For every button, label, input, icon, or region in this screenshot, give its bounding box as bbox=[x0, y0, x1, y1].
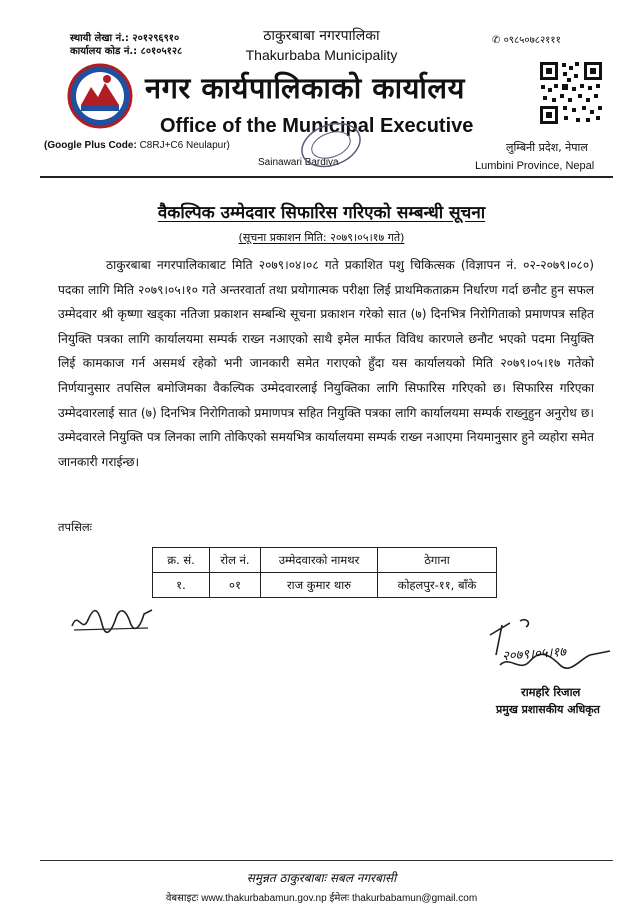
google-plus-code-value: C8RJ+C6 Neulapur) bbox=[139, 140, 230, 151]
phone-icon: ✆ bbox=[492, 35, 501, 46]
phone-number bbox=[492, 32, 561, 46]
stamp-icon bbox=[296, 120, 366, 170]
municipality-name-english: Thakurbaba Municipality bbox=[245, 47, 398, 63]
header-divider bbox=[40, 176, 613, 178]
left-signature bbox=[68, 600, 158, 640]
qr-code-icon bbox=[538, 60, 604, 126]
email-link[interactable]: thakurbabamun@gmail.com bbox=[351, 893, 478, 904]
office-title-english: Office of the Municipal Executive bbox=[160, 115, 474, 137]
cell-name: राज कुमार थारु bbox=[261, 573, 378, 598]
qr-code bbox=[538, 60, 604, 126]
cell-roll: ०१ bbox=[210, 573, 261, 598]
nepal-emblem-icon bbox=[67, 63, 133, 129]
pan-number: स्थायी लेखा नं.: २०१२९६९१० bbox=[70, 33, 180, 44]
notice-publish-date: (सूचना प्रकाशन मिति: २०७९।०५।१७ गते) bbox=[238, 231, 405, 244]
office-title-nepali: नगर कार्यपालिकाको कार्यालय bbox=[145, 71, 465, 105]
table-row bbox=[153, 573, 497, 598]
officer-designation: प्रमुख प्रशासकीय अधिकृत bbox=[496, 703, 600, 716]
phone-value: ०९८५०७८२१११ bbox=[503, 35, 561, 46]
municipality-name-nepali: ठाकुरबाबा नगरपालिका bbox=[263, 28, 380, 44]
province-english: Lumbini Province, Nepal bbox=[475, 160, 595, 172]
cell-address: कोहलपुर-११, बाँके bbox=[378, 573, 497, 598]
website-label: वेबसाइटः bbox=[165, 893, 199, 904]
cell-serial: १. bbox=[153, 573, 210, 598]
notice-body: ठाकुरबाबा नगरपालिकाबाट मिति २०७९।०४।०८ गते प्रकाशित पशु चिकित्सक (विज्ञापन नं. ०२-२०७९।०८०) पदका लागि मिति २०७९।०५।१० गते अन्तरवार्ता तथा प्रयोगात्मक परीक्षा लिई प्राथमिकताक्रम निर्धारण गर्दा छनौट हुन सफल उम्मेदवार श्री कृष्णा खड्का नतिजा प्रकाशन सम्बन्धि सूचना प्रकाशन गरेको सात (७) दिनभित्र निरोगिताको प्रमाणपत्र सहित नियुक्ति पत्रका लागि कार्यालयमा सम्पर्क राख्न नआएको साथै इमेल मार्फत विविध कारणले छनौट भएको पदमा नियुक्ति लिई कामकाज गर्न असमर्थ रहेको भनी जानकारी समेत गराएको हुँदा यस कार्यालयको मिति २०७९।०५।१७ गतेको निर्णयानुसार तपसिल बमोजिमका वैकल्पिक उम्मेदवारलाई नियुक्तिका लागि सिफारिस गरिएको छ। सिफारिस गरिएका उम्मेदवारलाई सात (७) दिनभित्र निरोगिताको प्रमाणपत्र सहित नियुक्ति पत्रका लागि कार्यालयमा सम्पर्क राख्नुहुन अनुरोध छ। उम्मेदवारले नियुक्ति पत्र लिनका लागि तोकिएको समयभित्र कार्यालयमा सम्पर्क राख्न नआएमा नियमानुसार हुने व्यहोरा समेत जानकारी गराईन्छ। bbox=[58, 258, 594, 469]
province-nepali: लुम्बिनी प्रदेश, नेपाल bbox=[506, 141, 588, 154]
google-plus-code-label: (Google Plus Code: bbox=[44, 140, 137, 151]
tapsil-label: तपसिलः bbox=[58, 520, 92, 534]
email-label: ईमेलः bbox=[329, 893, 350, 904]
candidate-table bbox=[152, 547, 497, 598]
website-link[interactable]: www.thakurbabamun.gov.np bbox=[201, 893, 327, 904]
column-header-roll: रोल नं. bbox=[210, 548, 261, 573]
office-stamp bbox=[296, 120, 366, 170]
municipality-logo bbox=[67, 63, 133, 129]
footer-divider bbox=[40, 860, 613, 861]
handwritten-signature-icon bbox=[68, 600, 158, 640]
office-code: कार्यालय कोड नं.: ८०१०५१२८ bbox=[70, 46, 183, 57]
notice-title: वैकल्पिक उम्मेदवार सिफारिस गरिएको सम्बन्धी सूचना bbox=[157, 203, 486, 223]
column-header-address: ठेगाना bbox=[378, 548, 497, 573]
footer-contact bbox=[0, 890, 643, 904]
column-header-serial: क्र. सं. bbox=[153, 548, 210, 573]
column-header-name: उम्मेदवारको नामथर bbox=[261, 548, 378, 573]
office-location: Sainawari Bardiya bbox=[258, 157, 339, 168]
footer-slogan: समुन्नत ठाकुरबाबाः सबल नगरबासी bbox=[246, 871, 397, 885]
signature-date: २०७९।०५।१७ bbox=[501, 644, 567, 665]
google-plus-code bbox=[44, 140, 230, 151]
table-header-row bbox=[153, 548, 497, 573]
officer-name: रामहरि रिजाल bbox=[521, 685, 581, 699]
